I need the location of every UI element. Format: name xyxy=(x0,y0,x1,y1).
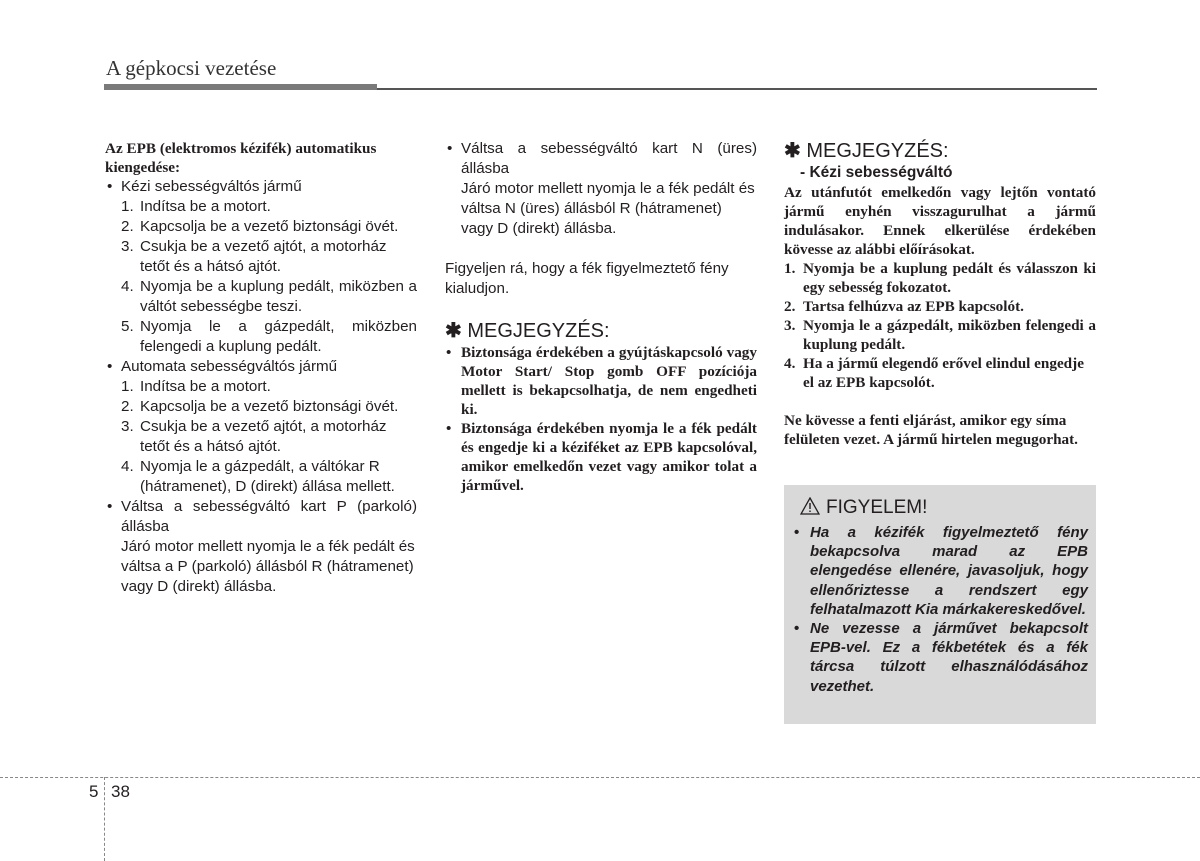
note-title-text: MEGJEGYZÉS: xyxy=(806,140,949,162)
column-3 xyxy=(784,139,1096,449)
auto-step: 3. Csukja be a vezető ajtót, a motorház tetőt és a hátsó ajtót. xyxy=(121,418,387,455)
note-step: 1. Nyomja be a kuplung pedált és válasszon ki egy sebesség fokozatot. xyxy=(784,260,1096,296)
header-title: A gépkocsi vezetése xyxy=(106,56,277,80)
step-text: Csukja be a vezető ajtót, a motorház tetőt és a hátsó ajtót. xyxy=(140,418,387,455)
note-step: 4. Ha a jármű elegendő erővel elindul engedje el az EPB kapcsolót. xyxy=(784,355,1084,391)
park-bullet: • Váltsa a sebességváltó kart P (parkoló) állásba xyxy=(105,497,417,537)
step-text: Indítsa be a motort. xyxy=(140,378,271,395)
note-outro: Ne kövesse a fenti eljárást, amikor egy síma felületen vezet. A jármű hirtelen megugorhat. xyxy=(784,412,1078,448)
step-text: Nyomja be a kuplung pedált, miközben a váltót sebességbe teszi. xyxy=(140,278,417,315)
note-title xyxy=(445,319,757,343)
auto-step: 1. Indítsa be a motort. xyxy=(121,378,271,395)
step-text: Nyomja le a gázpedált, miközben felengedi a kuplung pedált. xyxy=(803,317,1096,353)
warning-body xyxy=(792,523,1088,696)
header-rule-thin xyxy=(377,88,1097,90)
lamp-text: Figyeljen rá, hogy a fék figyelmeztető fény kialudjon. xyxy=(445,260,729,297)
note-step: 3. Nyomja le a gázpedált, miközben felengedi a kuplung pedált. xyxy=(784,317,1096,353)
step-text: Tartsa felhúzva az EPB kapcsolót. xyxy=(803,298,1024,315)
section-heading: Az EPB (elektromos kézifék) automatikus kiengedése: xyxy=(105,140,377,176)
note-subtitle: - Kézi sebességváltó xyxy=(800,164,953,181)
warning-box xyxy=(784,485,1096,724)
footer-vertical-divider xyxy=(104,777,105,861)
step-text: Csukja be a vezető ajtót, a motorház tetőt és a hátsó ajtót. xyxy=(140,238,387,275)
warning-title xyxy=(800,497,927,519)
step-text: Kapcsolja be a vezető biztonsági övét. xyxy=(140,398,399,415)
step-text: Indítsa be a motort. xyxy=(140,198,271,215)
asterisk-icon: ✱ xyxy=(445,320,462,342)
column-2 xyxy=(445,139,757,495)
manual-step: 4. Nyomja be a kuplung pedált, miközben a váltót sebességbe teszi. xyxy=(121,278,417,315)
auto-step: 2. Kapcsolja be a vezető biztonsági övét. xyxy=(121,398,399,415)
page-number: 38 xyxy=(111,782,130,801)
column-1 xyxy=(105,139,417,597)
warning-title-text: FIGYELEM! xyxy=(826,497,928,518)
manual-step: 2. Kapcsolja be a vezető biztonsági övét. xyxy=(121,218,399,235)
manual-label: • Kézi sebességváltós jármű xyxy=(105,177,417,197)
note-intro: Az utánfutót emelkedőn vagy lejtőn vontató jármű enyhén visszagurulhat a jármű indulásakor. Ennek elkerülése érdekében kövesse az alábbi előírásokat. xyxy=(784,184,1096,258)
footer-divider xyxy=(0,777,1200,778)
warning-bullet: • Ne vezesse a járművet bekapcsolt EPB-vel. Ez a fékbetétek és a fék tárcsa túlzott elhasználódásához vezethet. xyxy=(792,619,1088,696)
auto-step: 4. Nyomja le a gázpedált, a váltókar R (hátramenet), D (direkt) állása mellett. xyxy=(121,458,395,495)
note-step: 2. Tartsa felhúzva az EPB kapcsolót. xyxy=(784,298,1024,315)
warning-triangle-icon xyxy=(800,497,820,515)
neutral-bullet: • Váltsa a sebességváltó kart N (üres) állásba xyxy=(445,139,757,179)
step-text: Nyomja be a kuplung pedált és válasszon ki egy sebesség fokozatot. xyxy=(803,260,1096,296)
note-title-text: MEGJEGYZÉS: xyxy=(467,320,610,342)
note-title xyxy=(784,139,1096,163)
section-number: 5 xyxy=(89,782,99,801)
neutral-text: Járó motor mellett nyomja le a fék pedált és váltsa N (üres) állásból R (hátramenet) vagy D (direkt) állásba. xyxy=(461,180,755,237)
step-text: Nyomja le a gázpedált, a váltókar R (hátramenet), D (direkt) állása mellett. xyxy=(140,458,395,495)
manual-step: 5. Nyomja le a gázpedált, miközben felengedi a kuplung pedált. xyxy=(121,318,417,355)
park-text: Járó motor mellett nyomja le a fék pedált és váltsa a P (parkoló) állásból R (hátramenet) vagy D (direkt) állásba. xyxy=(121,538,415,595)
header-rule xyxy=(104,84,377,90)
warning-bullet: • Ha a kézifék figyelmeztető fény bekapcsolva marad az EPB elengedése ellenére, javasoljuk, hogy ellenőriztesse a rendszert egy felhatalmazott Kia márkakereskedővel. xyxy=(792,523,1088,619)
auto-label: • Automata sebességváltós jármű xyxy=(105,357,417,377)
manual-step: 3. Csukja be a vezető ajtót, a motorház tetőt és a hátsó ajtót. xyxy=(121,238,387,275)
step-text: Ha a jármű elegendő erővel elindul engedje el az EPB kapcsolót. xyxy=(803,355,1084,391)
note-bullet: • Biztonsága érdekében a gyújtáskapcsoló vagy Motor Start/ Stop gomb OFF pozíciója mellett is bekapcsolhatja, de nem engedheti ki. xyxy=(445,343,757,419)
step-text: Nyomja le a gázpedált, miközben felengedi a kuplung pedált. xyxy=(140,318,417,355)
step-text: Kapcsolja be a vezető biztonsági övét. xyxy=(140,218,399,235)
manual-step: 1. Indítsa be a motort. xyxy=(121,198,271,215)
asterisk-icon: ✱ xyxy=(784,140,801,162)
note-bullet: • Biztonsága érdekében nyomja le a fék pedált és engedje ki a kéziféket az EPB kapcsolóval, amikor emelkedőn vezet vagy amikor tolat a járművel. xyxy=(445,419,757,495)
